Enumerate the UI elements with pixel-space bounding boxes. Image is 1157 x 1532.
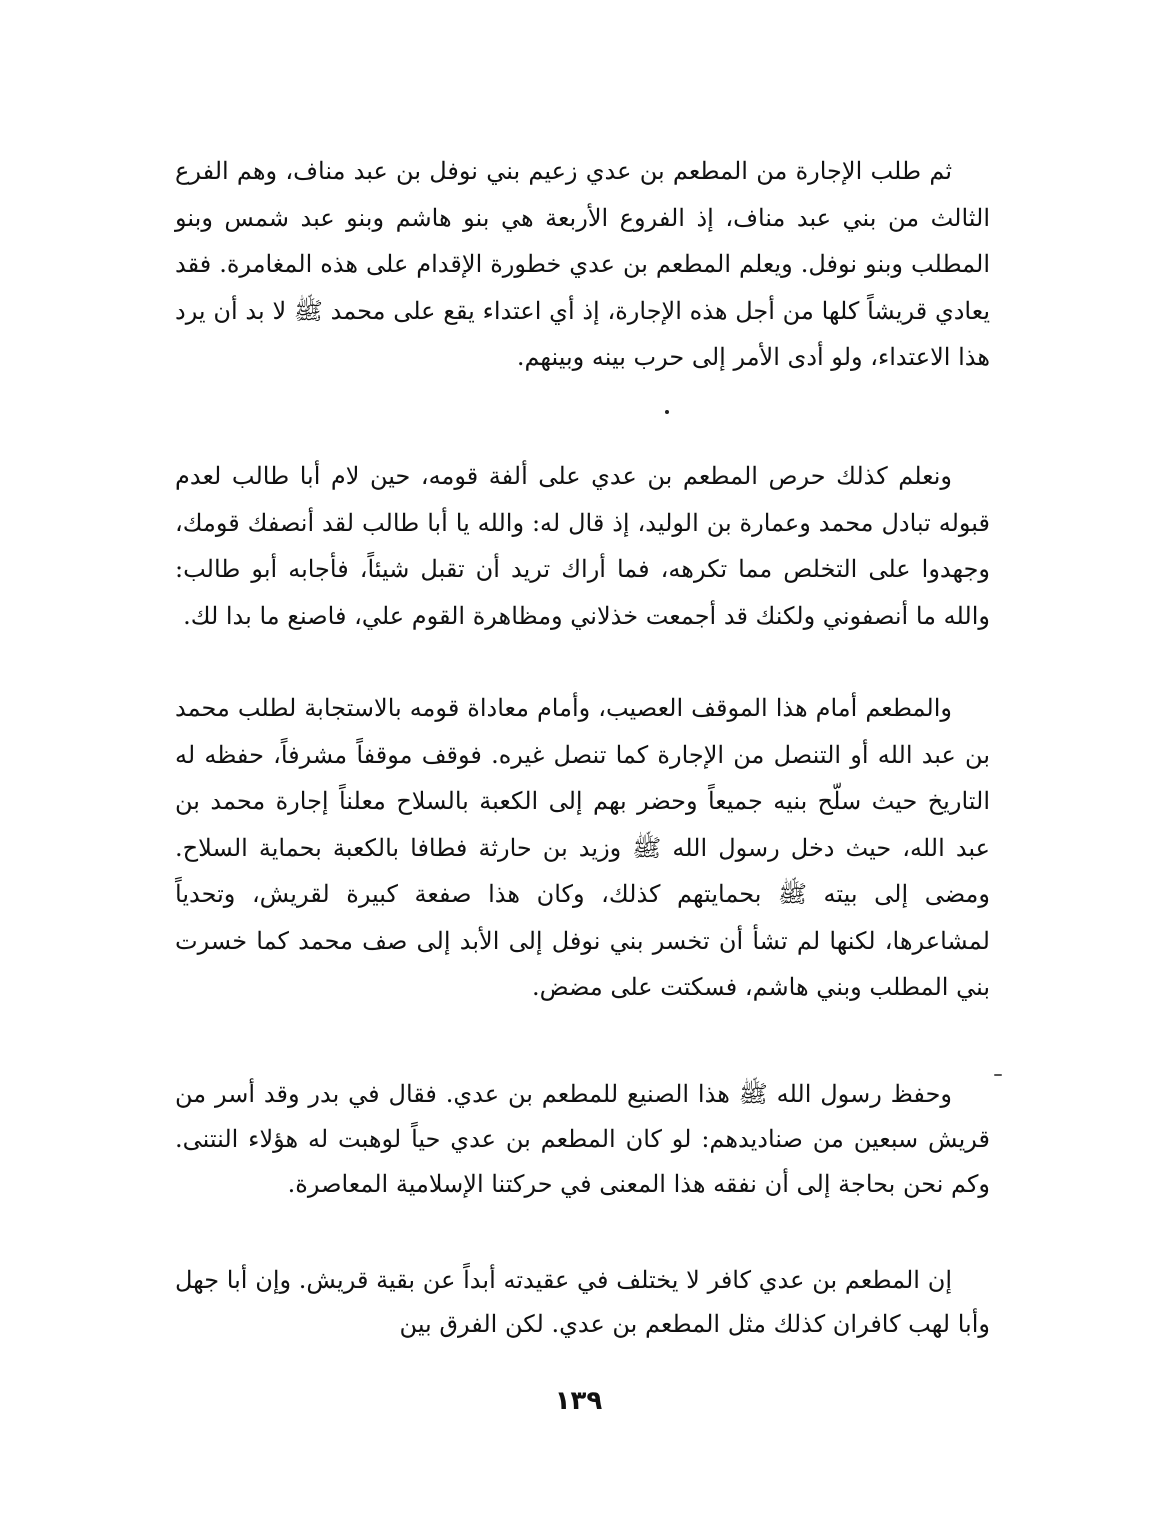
scan-speck [994, 1074, 1002, 1076]
paragraph-5: إن المطعم بن عدي كافر لا يختلف في عقيدته أبداً عن بقية قريش. وإن أبا جهل وأبا لهب كافران كذلك مثل المطعم بن عدي. لكن الفرق بين [175, 1266, 990, 1338]
page-number: ١٣٩ [554, 1386, 603, 1416]
paragraph-1: ثم طلب الإجارة من المطعم بن عدي زعيم بني نوفل بن عبد مناف، وهم الفرع الثالث من بني عبد مناف، إذ الفروع الأربعة هي بنو هاشم وبنو عبد شمس وبنو المطلب وبنو نوفل. ويعلم المطعم بن عدي خطورة الإقدام على هذه المغامرة. فقد يعادي قريشاً كلها من أجل هذه الإجارة، إذ أي اعتداء يقع على محمد ﷺ لا بد أن يرد هذا الاعتداء، ولو أدى الأمر إلى حرب بينه وبينهم. [175, 157, 990, 371]
scan-speck [665, 410, 669, 414]
paragraph-4: وحفظ رسول الله ﷺ هذا الصنيع للمطعم بن عدي. فقال في بدر وقد أسر من قريش سبعين من صناديدهم: لو كان المطعم بن عدي حياً لوهبت له هؤلاء النتنى. وكم نحن بحاجة إلى أن نفقه هذا المعنى في حركتنا الإسلامية المعاصرة. [175, 1080, 990, 1198]
paragraph-2: ونعلم كذلك حرص المطعم بن عدي على ألفة قومه، حين لام أبا طالب لعدم قبوله تبادل محمد وعمارة بن الوليد، إذ قال له: والله يا أبا طالب لقد أنصفك قومك، وجهدوا على التخلص مما تكرهه، فما أراك تريد أن تقبل شيئاً، فأجابه أبو طالب: والله ما أنصفوني ولكنك قد أجمعت خذلاني ومظاهرة القوم علي، فاصنع ما بدا لك. [175, 462, 991, 630]
paragraph-3: والمطعم أمام هذا الموقف العصيب، وأمام معاداة قومه بالاستجابة لطلب محمد بن عبد الله أو التنصل من الإجارة كما تنصل غيره. فوقف موقفاً مشرفاً، حفظه له التاريخ حيث سلّح بنيه جميعاً وحضر بهم إلى الكعبة بالسلاح معلناً إجارة محمد بن عبد الله، حيث دخل رسول الله ﷺ وزيد بن حارثة فطافا بالكعبة بحماية السلاح. ومضى إلى بيته ﷺ بحمايتهم كذلك، وكان هذا صفعة كبيرة لقريش، وتحدياً لمشاعرها، لكنها لم تشأ أن تخسر بني نوفل إلى الأبد إلى صف محمد كما خسرت بني المطلب وبني هاشم، فسكتت على مضض. [175, 694, 990, 1001]
